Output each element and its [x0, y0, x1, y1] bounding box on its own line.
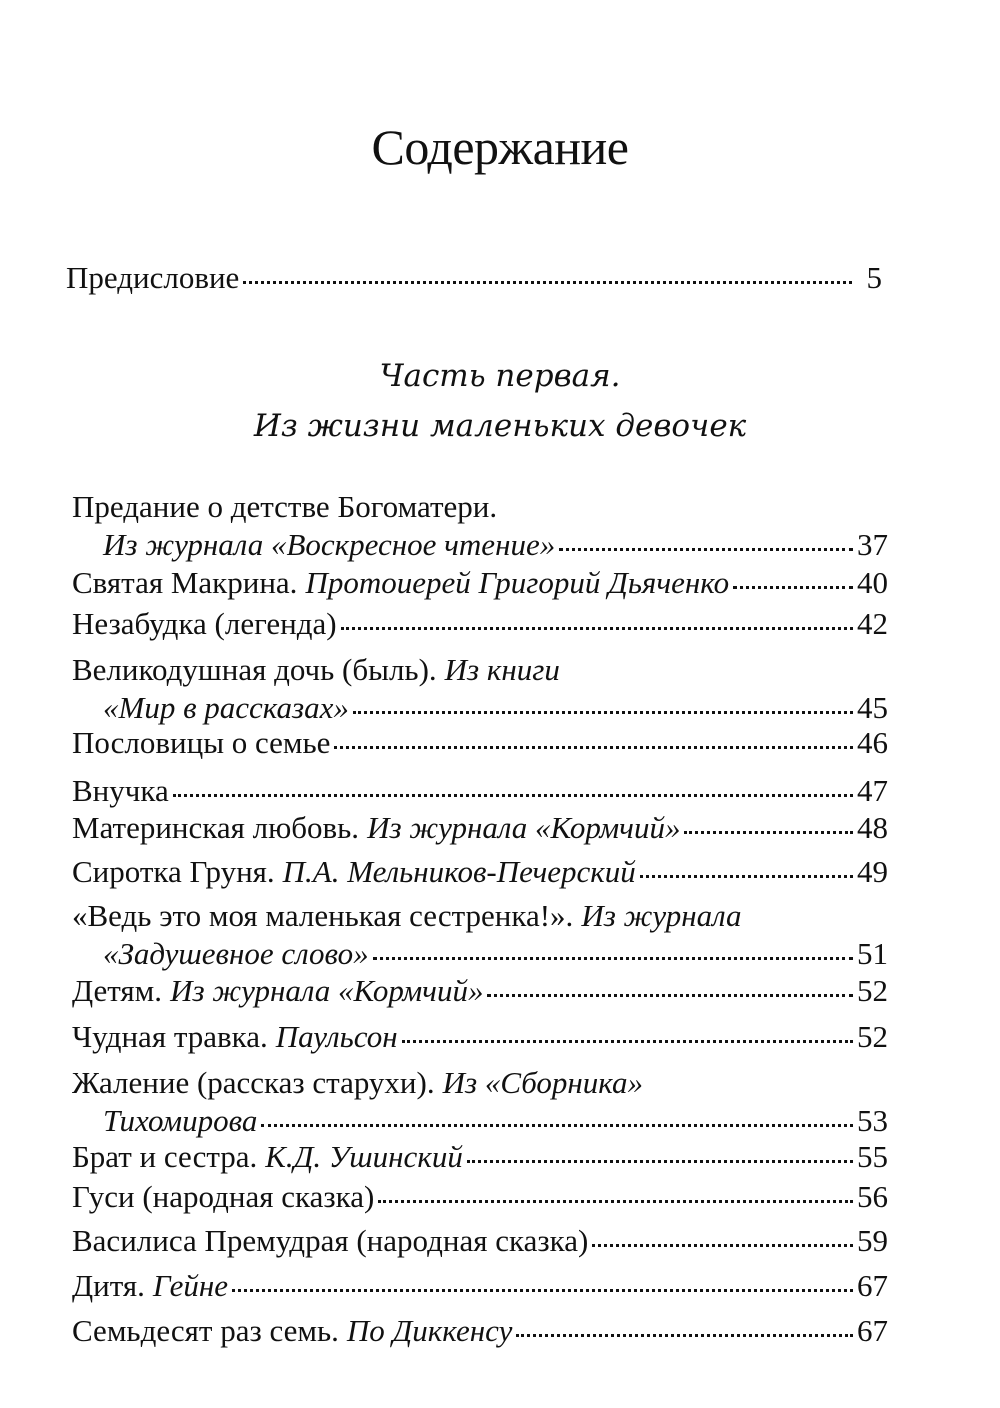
toc-entry-line — [72, 1063, 888, 1103]
entry-author: Протоиерей Григорий Дьяченко — [305, 565, 730, 600]
entry-title: Чудная травка. — [72, 1019, 268, 1054]
dot-leader — [261, 1124, 853, 1127]
toc-entry-line — [72, 896, 888, 936]
page-number: 37 — [857, 527, 888, 562]
toc-entry — [72, 1266, 888, 1306]
toc-entry — [72, 1311, 888, 1351]
entry-title: Великодушная дочь (быль). — [72, 652, 437, 687]
dot-leader — [487, 994, 853, 997]
page-number: 52 — [857, 1019, 888, 1054]
toc-entry — [72, 604, 888, 644]
toc-entry — [72, 1137, 888, 1177]
dot-leader — [516, 1334, 853, 1337]
dot-leader — [341, 627, 853, 630]
entry-source: Тихомирова — [103, 1103, 258, 1138]
page-number: 51 — [857, 936, 888, 971]
dot-leader — [640, 875, 853, 878]
dot-leader — [378, 1200, 853, 1203]
entry-title: Святая Макрина. — [72, 565, 298, 600]
entry-author: Из «Сборника» — [442, 1065, 644, 1100]
entry-title: Семьдесят раз семь. — [72, 1313, 339, 1348]
entry-source: «Задушевное слово» — [103, 936, 369, 971]
entry-author: Из журнала — [581, 898, 742, 933]
entry-title: Сиротка Груня. — [72, 854, 275, 889]
page-number: 55 — [857, 1139, 888, 1174]
dot-leader — [592, 1244, 853, 1247]
dot-leader — [402, 1040, 853, 1043]
page-number: 56 — [857, 1179, 888, 1214]
entry-source: Из журнала «Воскресное чтение» — [103, 527, 556, 562]
entry-author: Из книги — [444, 652, 560, 687]
page-number: 49 — [857, 854, 888, 889]
toc-entry — [72, 852, 888, 892]
entry-title: «Ведь это моя маленькая сестренка!». — [72, 898, 574, 933]
toc-entry — [72, 723, 888, 763]
dot-leader — [373, 957, 853, 960]
toc-entry — [72, 971, 888, 1011]
entry-author: К.Д. Ушинский — [265, 1139, 463, 1174]
dot-leader — [733, 586, 853, 589]
page-number: 52 — [857, 973, 888, 1008]
entry-title: Предание о детстве Богоматери. — [72, 489, 498, 524]
entry-title: Жаление (рассказ старухи). — [72, 1065, 435, 1100]
page-number: 47 — [857, 773, 888, 808]
entry-author: Гейне — [152, 1268, 228, 1303]
toc-entry — [72, 808, 888, 848]
dot-leader — [684, 831, 853, 834]
page-number: 5 — [866, 260, 882, 295]
toc-entry-preface — [66, 258, 882, 298]
toc-entry-subline — [103, 1101, 888, 1141]
toc-entry — [72, 563, 888, 603]
dot-leader — [559, 548, 853, 551]
page-number: 42 — [857, 606, 888, 641]
page-number: 46 — [857, 725, 888, 760]
toc-entry-subline — [103, 525, 888, 565]
page-number: 67 — [857, 1313, 888, 1348]
page-number: 67 — [857, 1268, 888, 1303]
entry-author: Паульсон — [275, 1019, 398, 1054]
dot-leader — [334, 746, 853, 749]
entry-title: Пословицы о семье — [72, 725, 331, 760]
entry-author: По Диккенсу — [346, 1313, 513, 1348]
page-number: 40 — [857, 565, 888, 600]
entry-source: «Мир в рассказах» — [103, 690, 349, 725]
entry-title: Предисловие — [66, 260, 240, 295]
toc-entry — [72, 1177, 888, 1217]
entry-title: Дитя. — [72, 1268, 145, 1303]
dot-leader — [173, 794, 853, 797]
page-number: 48 — [857, 810, 888, 845]
page-number: 53 — [857, 1103, 888, 1138]
entry-title: Незабудка (легенда) — [72, 606, 337, 641]
page-number: 45 — [857, 690, 888, 725]
entry-author: Из журнала «Кормчий» — [170, 973, 484, 1008]
dot-leader — [467, 1160, 853, 1163]
toc-entry-subline — [103, 934, 888, 974]
entry-title: Внучка — [72, 773, 169, 808]
part-heading-2: Из жизни маленьких девочек — [253, 408, 747, 444]
entry-title: Василиса Премудрая (народная сказка) — [72, 1223, 589, 1258]
page-title: Содержание — [371, 119, 629, 175]
entry-title: Гуси (народная сказка) — [72, 1179, 375, 1214]
dot-leader — [243, 281, 852, 284]
entry-author: П.А. Мельников-Печерский — [282, 854, 636, 889]
entry-author: Из журнала «Кормчий» — [367, 810, 681, 845]
toc-entry — [72, 1221, 888, 1261]
toc-entry — [72, 1017, 888, 1057]
entry-title: Детям. — [72, 973, 163, 1008]
toc-entry-subline — [103, 688, 888, 728]
dot-leader — [353, 711, 853, 714]
entry-title: Материнская любовь. — [72, 810, 360, 845]
toc-entry — [72, 771, 888, 811]
page-number: 59 — [857, 1223, 888, 1258]
part-heading-1: Часть первая. — [379, 358, 621, 394]
dot-leader — [232, 1289, 853, 1292]
toc-entry-line — [72, 487, 888, 527]
entry-title: Брат и сестра. — [72, 1139, 258, 1174]
toc-entry-line — [72, 650, 888, 690]
